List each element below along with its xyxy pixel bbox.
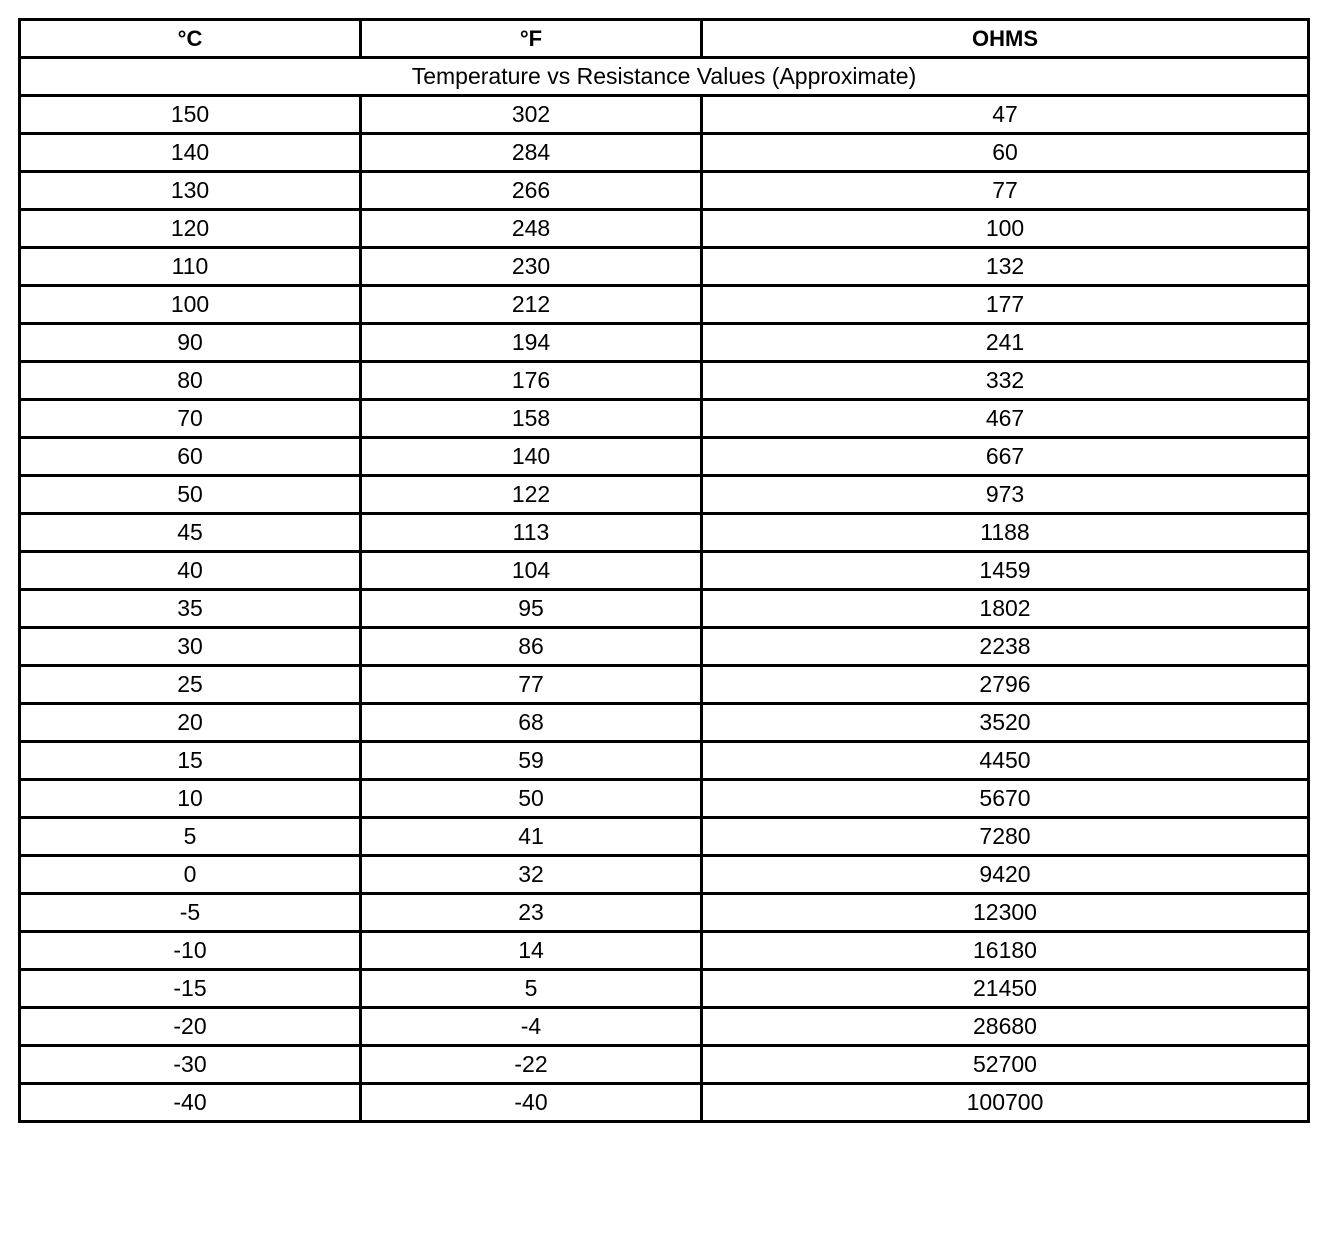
table-row [20,1084,1309,1122]
table-row [20,1046,1309,1084]
cell-fahrenheit: -22 [361,1046,702,1084]
cell-ohms: 5670 [702,780,1309,818]
cell-ohms: 100700 [702,1084,1309,1122]
table-row [20,248,1309,286]
cell-celsius: -30 [20,1046,361,1084]
table-row [20,590,1309,628]
cell-ohms: 1188 [702,514,1309,552]
cell-fahrenheit: 32 [361,856,702,894]
temperature-resistance-table [18,18,1310,1123]
table-row [20,362,1309,400]
cell-ohms: 1459 [702,552,1309,590]
table-row [20,704,1309,742]
table-row [20,666,1309,704]
cell-ohms: 9420 [702,856,1309,894]
cell-celsius: 70 [20,400,361,438]
cell-ohms: 7280 [702,818,1309,856]
cell-ohms: 77 [702,172,1309,210]
cell-celsius: 140 [20,134,361,172]
table-caption: Temperature vs Resistance Values (Approximate) [20,58,1309,96]
temperature-resistance-sheet [18,18,1307,1123]
table-row [20,552,1309,590]
cell-ohms: 132 [702,248,1309,286]
cell-celsius: 15 [20,742,361,780]
table-row [20,172,1309,210]
cell-ohms: 973 [702,476,1309,514]
table-row [20,400,1309,438]
cell-celsius: 40 [20,552,361,590]
cell-celsius: -15 [20,970,361,1008]
header-fahrenheit: °F [361,20,702,58]
table-row [20,856,1309,894]
cell-fahrenheit: 140 [361,438,702,476]
cell-fahrenheit: 41 [361,818,702,856]
table-header [20,20,1309,96]
table-row [20,780,1309,818]
caption-row [20,58,1309,96]
cell-fahrenheit: 113 [361,514,702,552]
cell-ohms: 3520 [702,704,1309,742]
header-ohms: OHMS [702,20,1309,58]
cell-celsius: 120 [20,210,361,248]
cell-ohms: 2238 [702,628,1309,666]
cell-celsius: 45 [20,514,361,552]
cell-fahrenheit: 23 [361,894,702,932]
table-row [20,286,1309,324]
cell-fahrenheit: 122 [361,476,702,514]
cell-ohms: 177 [702,286,1309,324]
table-row [20,742,1309,780]
table-row [20,514,1309,552]
table-body [20,96,1309,1122]
cell-ohms: 60 [702,134,1309,172]
cell-fahrenheit: 14 [361,932,702,970]
cell-fahrenheit: -4 [361,1008,702,1046]
cell-celsius: 130 [20,172,361,210]
table-row [20,210,1309,248]
table-row [20,476,1309,514]
cell-ohms: 28680 [702,1008,1309,1046]
cell-celsius: -20 [20,1008,361,1046]
cell-fahrenheit: 104 [361,552,702,590]
header-celsius: °C [20,20,361,58]
cell-celsius: -5 [20,894,361,932]
cell-fahrenheit: 266 [361,172,702,210]
cell-ohms: 21450 [702,970,1309,1008]
table-row [20,134,1309,172]
cell-fahrenheit: 194 [361,324,702,362]
cell-celsius: 50 [20,476,361,514]
cell-celsius: 60 [20,438,361,476]
cell-celsius: 0 [20,856,361,894]
table-row [20,438,1309,476]
cell-fahrenheit: 68 [361,704,702,742]
cell-ohms: 12300 [702,894,1309,932]
table-row [20,324,1309,362]
cell-fahrenheit: 5 [361,970,702,1008]
table-row [20,932,1309,970]
cell-fahrenheit: -40 [361,1084,702,1122]
cell-celsius: 150 [20,96,361,134]
cell-celsius: 110 [20,248,361,286]
table-row [20,96,1309,134]
table-row [20,894,1309,932]
cell-fahrenheit: 59 [361,742,702,780]
table-row [20,1008,1309,1046]
cell-ohms: 2796 [702,666,1309,704]
cell-celsius: 5 [20,818,361,856]
cell-celsius: 10 [20,780,361,818]
cell-celsius: 35 [20,590,361,628]
cell-fahrenheit: 284 [361,134,702,172]
cell-celsius: 30 [20,628,361,666]
cell-celsius: 90 [20,324,361,362]
cell-celsius: 25 [20,666,361,704]
cell-ohms: 332 [702,362,1309,400]
cell-celsius: -40 [20,1084,361,1122]
cell-ohms: 467 [702,400,1309,438]
cell-fahrenheit: 212 [361,286,702,324]
cell-fahrenheit: 77 [361,666,702,704]
cell-ohms: 52700 [702,1046,1309,1084]
cell-ohms: 100 [702,210,1309,248]
table-row [20,818,1309,856]
cell-ohms: 241 [702,324,1309,362]
cell-fahrenheit: 95 [361,590,702,628]
cell-celsius: 20 [20,704,361,742]
cell-fahrenheit: 50 [361,780,702,818]
cell-fahrenheit: 248 [361,210,702,248]
cell-celsius: 100 [20,286,361,324]
cell-ohms: 16180 [702,932,1309,970]
cell-ohms: 4450 [702,742,1309,780]
table-row [20,970,1309,1008]
cell-ohms: 667 [702,438,1309,476]
table-row [20,628,1309,666]
cell-ohms: 1802 [702,590,1309,628]
cell-ohms: 47 [702,96,1309,134]
cell-celsius: 80 [20,362,361,400]
cell-celsius: -10 [20,932,361,970]
cell-fahrenheit: 86 [361,628,702,666]
cell-fahrenheit: 230 [361,248,702,286]
header-row [20,20,1309,58]
cell-fahrenheit: 176 [361,362,702,400]
cell-fahrenheit: 302 [361,96,702,134]
cell-fahrenheit: 158 [361,400,702,438]
